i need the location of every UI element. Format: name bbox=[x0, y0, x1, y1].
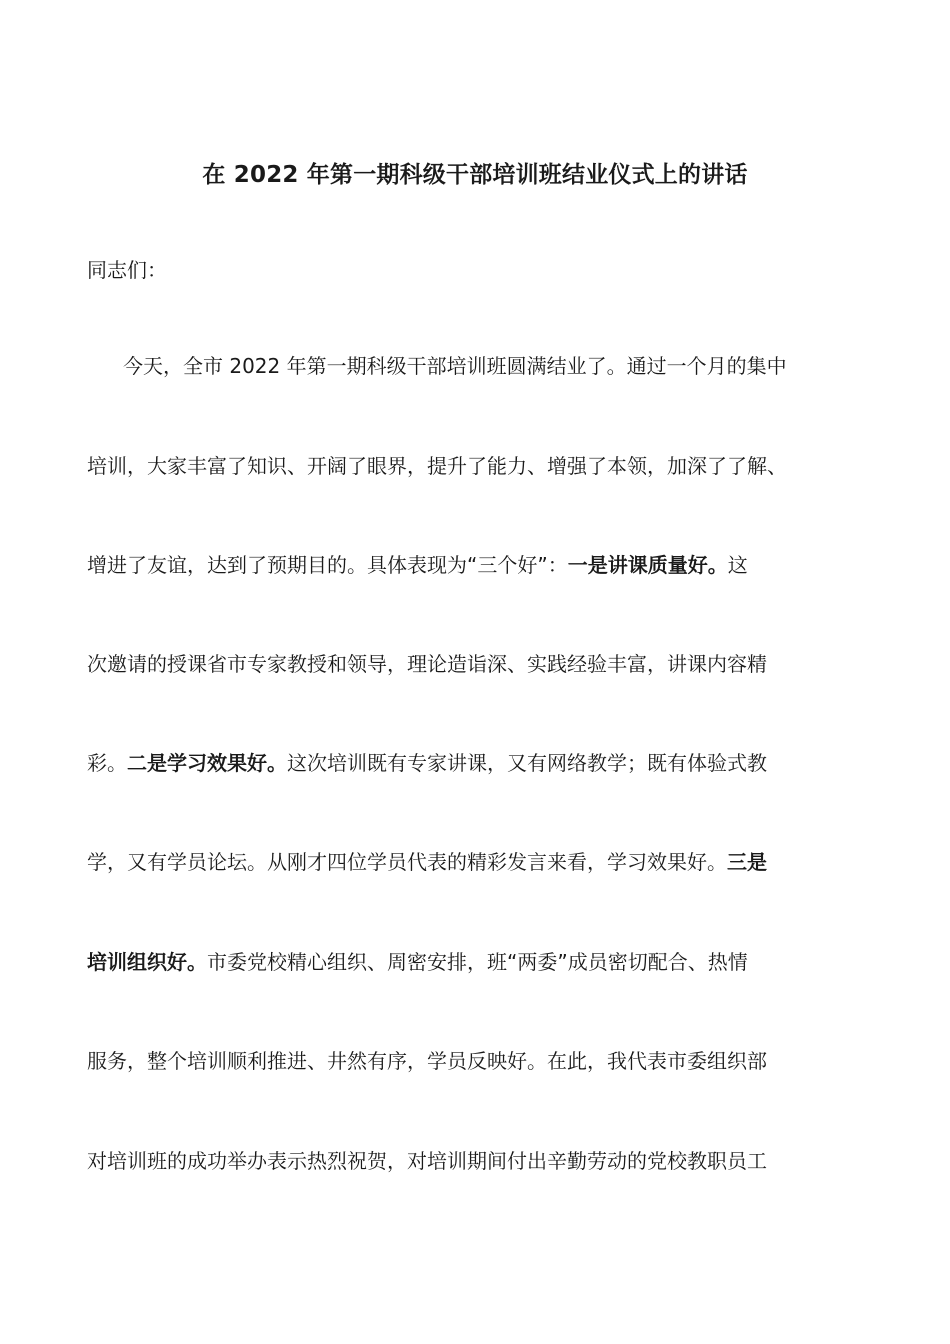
bold-text-segment: 三是 bbox=[727, 850, 767, 874]
body-line bbox=[87, 549, 748, 581]
text-segment: 培训，大家丰富了知识、开阔了眼界，提升了能力、增强了本领，加深了了解、 bbox=[87, 454, 787, 478]
bold-text-segment: 一是讲课质量好。 bbox=[567, 553, 728, 577]
body-line bbox=[87, 846, 767, 878]
body-line bbox=[87, 450, 787, 482]
salutation: 同志们： bbox=[87, 258, 167, 282]
text-segment: 这 bbox=[727, 553, 748, 577]
text-segment: 增进了友谊，达到了预期目的。具体表现为“三个好”： bbox=[87, 553, 568, 577]
text-segment: 学，又有学员论坛。从刚才四位学员代表的精彩发言来看，学习效果好。 bbox=[87, 850, 727, 874]
text-segment: 今天，全市 2022 年第一期科级干部培训班圆满结业了。通过一个月的集中 bbox=[123, 354, 787, 378]
text-segment: 次邀请的授课省市专家教授和领导，理论造诣深、实践经验丰富，讲课内容精 bbox=[87, 652, 767, 676]
bold-text-segment: 培训组织好。 bbox=[87, 950, 207, 974]
text-segment: 彩。 bbox=[87, 751, 127, 775]
body-line bbox=[87, 946, 748, 978]
body-line bbox=[87, 1045, 767, 1077]
body-line bbox=[87, 648, 767, 680]
text-segment: 服务，整个培训顺利推进、井然有序，学员反映好。在此，我代表市委组织部 bbox=[87, 1049, 767, 1073]
body-line bbox=[87, 1145, 767, 1177]
body-line bbox=[87, 747, 767, 779]
document-title: 在 2022 年第一期科级干部培训班结业仪式上的讲话 bbox=[202, 162, 748, 188]
text-segment: 市委党校精心组织、周密安排，班“两委”成员密切配合、热情 bbox=[207, 950, 748, 974]
text-segment: 这次培训既有专家讲课，又有网络教学；既有体验式教 bbox=[287, 751, 767, 775]
bold-text-segment: 二是学习效果好。 bbox=[127, 751, 287, 775]
text-segment: 对培训班的成功举办表示热烈祝贺，对培训期间付出辛勤劳动的党校教职员工 bbox=[87, 1149, 767, 1173]
body-line bbox=[123, 350, 787, 382]
